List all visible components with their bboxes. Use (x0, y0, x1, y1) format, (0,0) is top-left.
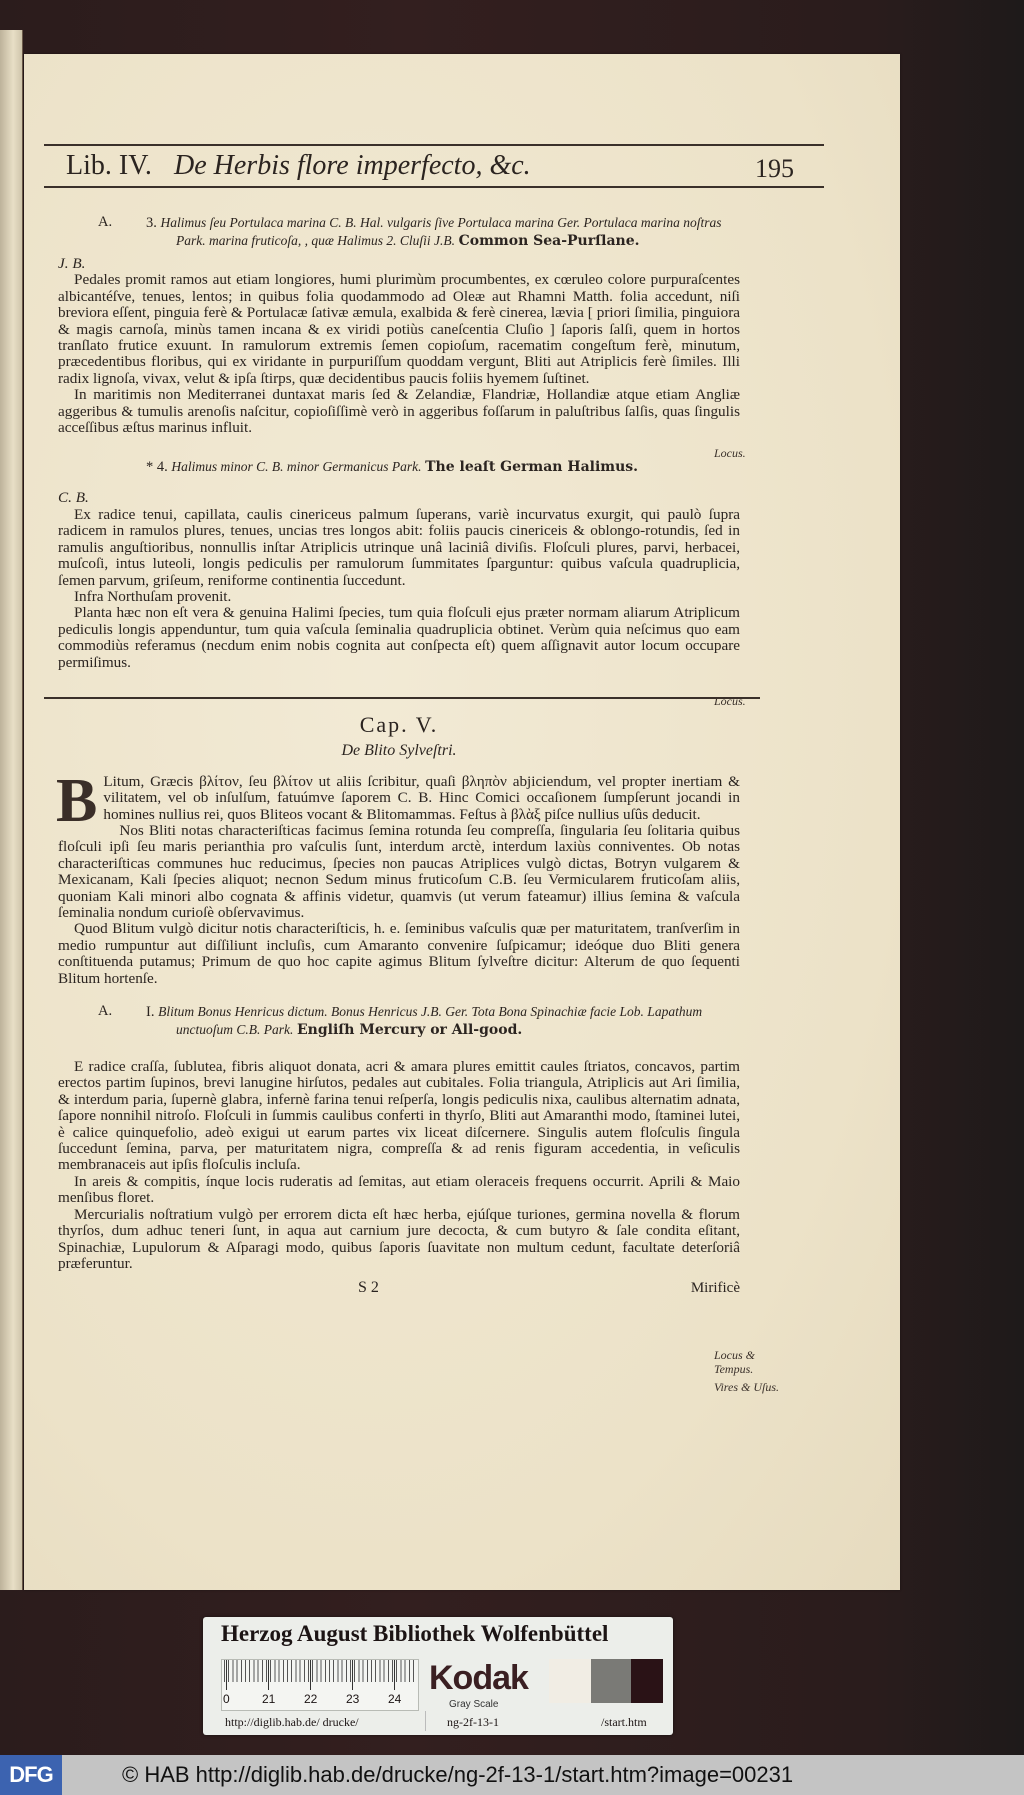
vires-paragraph: Mercurialis noſtratium vulgò per errorem dicta eſt hæc herba, ejúſque turiones, germina novella & florum thyrſos, dum adhuc teneri ſunt, in aqua aut carnium jure decocta, & cum butyro & ſale condita eſitant, Spinachiæ, Lupulorum & Aſparagi modo, quibus ſaporis ſuavitate non multum cedunt, facultate deterſoriâ præferuntur. (58, 1205, 740, 1272)
intro-text: Litum, Græcis βλίτον, ſeu βλίτον ut aliis ſcribitur, quaſi βληπὸν abjiciendum, vel propter inertiam & vilitatem, vel ob inſulſum, fatuúmve ſaporem C. B. Hinc Comici occaſionem ſumpſerunt jocandi in homines nullius rei, quos Bliteos vocant & Blitomammas. Feſtus à βλὰξ piſce nullius uſûs deducit. (103, 772, 740, 823)
gray-scale-label: Gray Scale (449, 1699, 499, 1710)
adjacent-page-edge (0, 30, 23, 1590)
locus-paragraph: In maritimis non Mediterranei duntaxat maris ſed & Zelandiæ, Flandriæ, Hollandiæ atque etiam Angliæ aggeribus & tumulis arenoſis naſcitur, copioſiſſimè verò in aggeribus foſſarum in paluſtribus ſalſis, quas ſingulis acceſſibus æſtus marinus influit. (58, 386, 740, 437)
entry-letter: A. (98, 1003, 113, 1020)
page-number: 195 (755, 154, 794, 183)
authority: J. B. (58, 255, 86, 272)
english-name: Common Sea-Purſlane. (458, 233, 640, 249)
species-entry-halimus-minor (58, 458, 740, 476)
description-paragraph: Pedales promit ramos aut etiam longiores, humi plurimùm procumbentes, ex cœruleo colore purpuraſcentes albicantéſve, tenues, lentos; in quibus folia quodammodo ad Oleæ aut Rhamni Matth. folia accedunt, niſi breviora eſſent, pinguia ferè & Portulacæ ſativæ æmula, exalbida & ferè cinerea, lævia [ priori ſimilia, pinguiora & magis carnoſa, minùs tamen incana & ex viridi potiùs caneſcentia Cluſio ] ſaporis ſalſi, quem in hortos tranſlato frutice exuunt. In ramulorum extremis ſemen copioſum, racematim congeſtum ferè, minutum, præcedentibus floribus, qui ex viridante in purpuriſſum quoddam vergunt, Bliti aut Atriplicis ferè ſimiles. Illi radix lignoſa, vivax, velut & ipſa ſtirps, quæ decidentibus paucis foliis hyemem ſuſtinet. (58, 271, 740, 387)
locus-paragraph: Infra Northuſam provenit. (74, 587, 232, 605)
institution-name: Herzog August Bibliothek Wolfenbüttel (221, 1621, 609, 1646)
ruler-label: 0 (223, 1692, 230, 1706)
card-document-id: ng-2f-13-1 (447, 1715, 499, 1729)
entry-heading (146, 1003, 740, 1039)
section-divider (44, 697, 760, 699)
english-name: The leaſt German Halimus. (425, 459, 639, 476)
locus-paragraph: In areis & compitis, ínque locis ruderatis ad ſemitas, aut etiam oleraceis frequens occurrit. Aprili & Maio menſibus floret. (58, 1172, 740, 1207)
entry-heading (146, 214, 740, 250)
entry-number: 3. (146, 215, 157, 231)
chapter-paragraph: Nos Bliti notas characteriſticas facimus ſemina rotunda ſeu compreſſa, ſingularia ſeu ſolitaria quibus floſculi ipſi ſeu maris perianthia pro vaſculis ſunt, interdum arctè, interdum laxiùs conniventes. Ob notas characteriſticas communes huc reducimus, ſpecies non paucas Atriplices vulgò dictas, Botryn vulgarem & Mexicanam, Kali ſpecies aliquot; necnon Sedum minus fruticoſum C.B. ſeu Vermicularem fruticoſam aliis, quoniam Kali minori albo cognata & affinis videtur, quamvis (ut verum fateamur) illius ſemina & vaſcula ſeminalia nondum curioſè obſervavimus. (58, 821, 740, 921)
chapter-paragraph: Quod Blitum vulgò dicitur notis characteriſticis, h. e. ſeminibus vaſculis quæ per maturitatem, tranſverſim in medio rumpuntur aut diſſiliunt incluſis, cum Amaranto convenire ſuſpicamur; ideóque duo Bliti genera conſtituenda putamus; Primum de quo hoc capite agimus Blitum ſylveſtre dicitur: Alterum de quo ſequenti Blitum hortenſe. (58, 920, 740, 987)
entry-synonyms: Halimus ſeu Portulaca marina C. B. Hal. vulgaris ſive Portulaca marina Ger. Portulaca marina noſtras Park. marina fruticoſa, , quæ Halimus 2. Cluſii J.B. (160, 215, 722, 248)
ruler-label: 21 (262, 1692, 276, 1706)
dfg-logo: DFG (0, 1755, 62, 1795)
entry-letter: A. (98, 214, 113, 230)
margin-note-locus: Locus. (714, 446, 746, 460)
entry-number: I. (146, 1004, 155, 1021)
swatch-gray (591, 1659, 631, 1703)
copyright-link[interactable]: © HAB http://diglib.hab.de/drucke/ng-2f-13-1/start.htm?image=00231 (122, 1762, 794, 1787)
entry-synonyms: Blitum Bonus Henricus dictum. Bonus Henricus J.B. Ger. Tota Bona Spinachiæ facie Lob. Lapathum unctuoſum C.B. Park. (158, 1004, 703, 1038)
english-name: Engliſh Mercury or All-good. (297, 1022, 523, 1039)
authority: C. B. (58, 489, 89, 507)
drop-cap: B (56, 766, 98, 835)
entry-synonyms: Halimus minor C. B. minor Germanicus Park. (171, 459, 422, 475)
chapter-title: Cap. V. (359, 711, 439, 737)
book-page (24, 54, 900, 1590)
swatch-black (631, 1659, 663, 1703)
running-title: De Herbis flore imperfecto, &c. (174, 150, 531, 181)
signature-mark: S 2 (358, 1279, 379, 1297)
ruler-label: 23 (346, 1692, 360, 1706)
remark-paragraph: Planta hæc non eſt vera & genuina Halimi ſpecies, tum quia floſculi ejus præter normam aliarum Atriplicum pediculis longis appenduntur, tum quia vaſcula ſeminalia quadruplicia obtinet. Verùm quia neſcimus quo eam commodiùs referamus (necdum enim nobis cognita aut conſpecta eſt) quem aſſignavit autor locum occupare permiſimus. (58, 604, 740, 671)
margin-note-locus-tempus: Locus & Tempus. (714, 1348, 756, 1376)
header-rule (44, 186, 824, 188)
card-start-page: /start.htm (601, 1715, 647, 1729)
entry-heading (146, 458, 740, 476)
ruler-ticks (224, 1660, 414, 1682)
ruler-label: 22 (304, 1692, 318, 1706)
ruler-scale (221, 1659, 419, 1711)
chapter-intro (56, 766, 740, 835)
margin-note-vires: Vires & Uſus. (714, 1380, 779, 1394)
description-paragraph: E radice craſſa, ſublutea, fibris aliquot donata, acri & amara plures emittit caules ſtriatos, concavos, partim erectos partim ſupinos, brevi lanugine hirſutos, pedales aut cubitales. Folia triangula, Atriplicis aut Ari ſimilia, & interdum paria, ſupernè glabra, infernè farina tenui reſperſa, longis pediculis nixa, caulibus alternatim adnata, ſapore nonnihil nitroſo. Floſculi in ſummis caulibus conferti in thyrſo, Bliti aut Amaranthi modo, ſtaminei lutei, è calice quinquefolio, adeò exigui ut earum partes vix liceat diſcernere. Singulis autem floſculis ſingula ſuccedunt ſemina, parva, per maturitatem nigra, compreſſa & ad renis figuram accedentia, in veſiculis membranaceis aut ipſis floſculis incluſa. (58, 1058, 740, 1174)
species-entry-blitum (58, 1003, 740, 1039)
card-url: http://diglib.hab.de/ drucke/ (225, 1715, 359, 1729)
book-number: Lib. IV. (66, 150, 152, 181)
margin-note-locus: Locus. (714, 694, 746, 708)
page-foot (58, 1280, 740, 1304)
ruler-label: 24 (388, 1692, 402, 1706)
running-head (44, 144, 824, 186)
entry-number: * 4. (146, 459, 168, 476)
kodak-logo: Kodak (429, 1659, 528, 1697)
swatch-white (549, 1659, 591, 1703)
catchword: Mirificè (690, 1280, 740, 1297)
chapter-subtitle: De Blito Sylveſtri. (341, 742, 457, 760)
color-target-card (203, 1617, 673, 1735)
description-paragraph: Ex radice tenui, capillata, caulis cinericeus palmum ſuperans, variè incurvatus exurgit, qui paulò ſupra radicem in ramulos plures, tenues, uncias tres longos abit: foliis paucis cinericeis & oblongo-rotundis, ſed in ramulis anguſtioribus, nonnullis inſtar Atriplicis utrinque unâ laciniâ diviſis. Floſculi plures, parvi, herbacei, muſcoſi, intus luteoli, longis pediculis per ramulorum ſummitates ſparguntur: quibus vaſcula quadruplicia, ſemen parvum, griſeum, reniforme continentia ſuccedunt. (58, 505, 740, 589)
page-text (58, 204, 740, 1304)
footer-bar (0, 1755, 1024, 1795)
species-entry-halimus (58, 214, 740, 250)
